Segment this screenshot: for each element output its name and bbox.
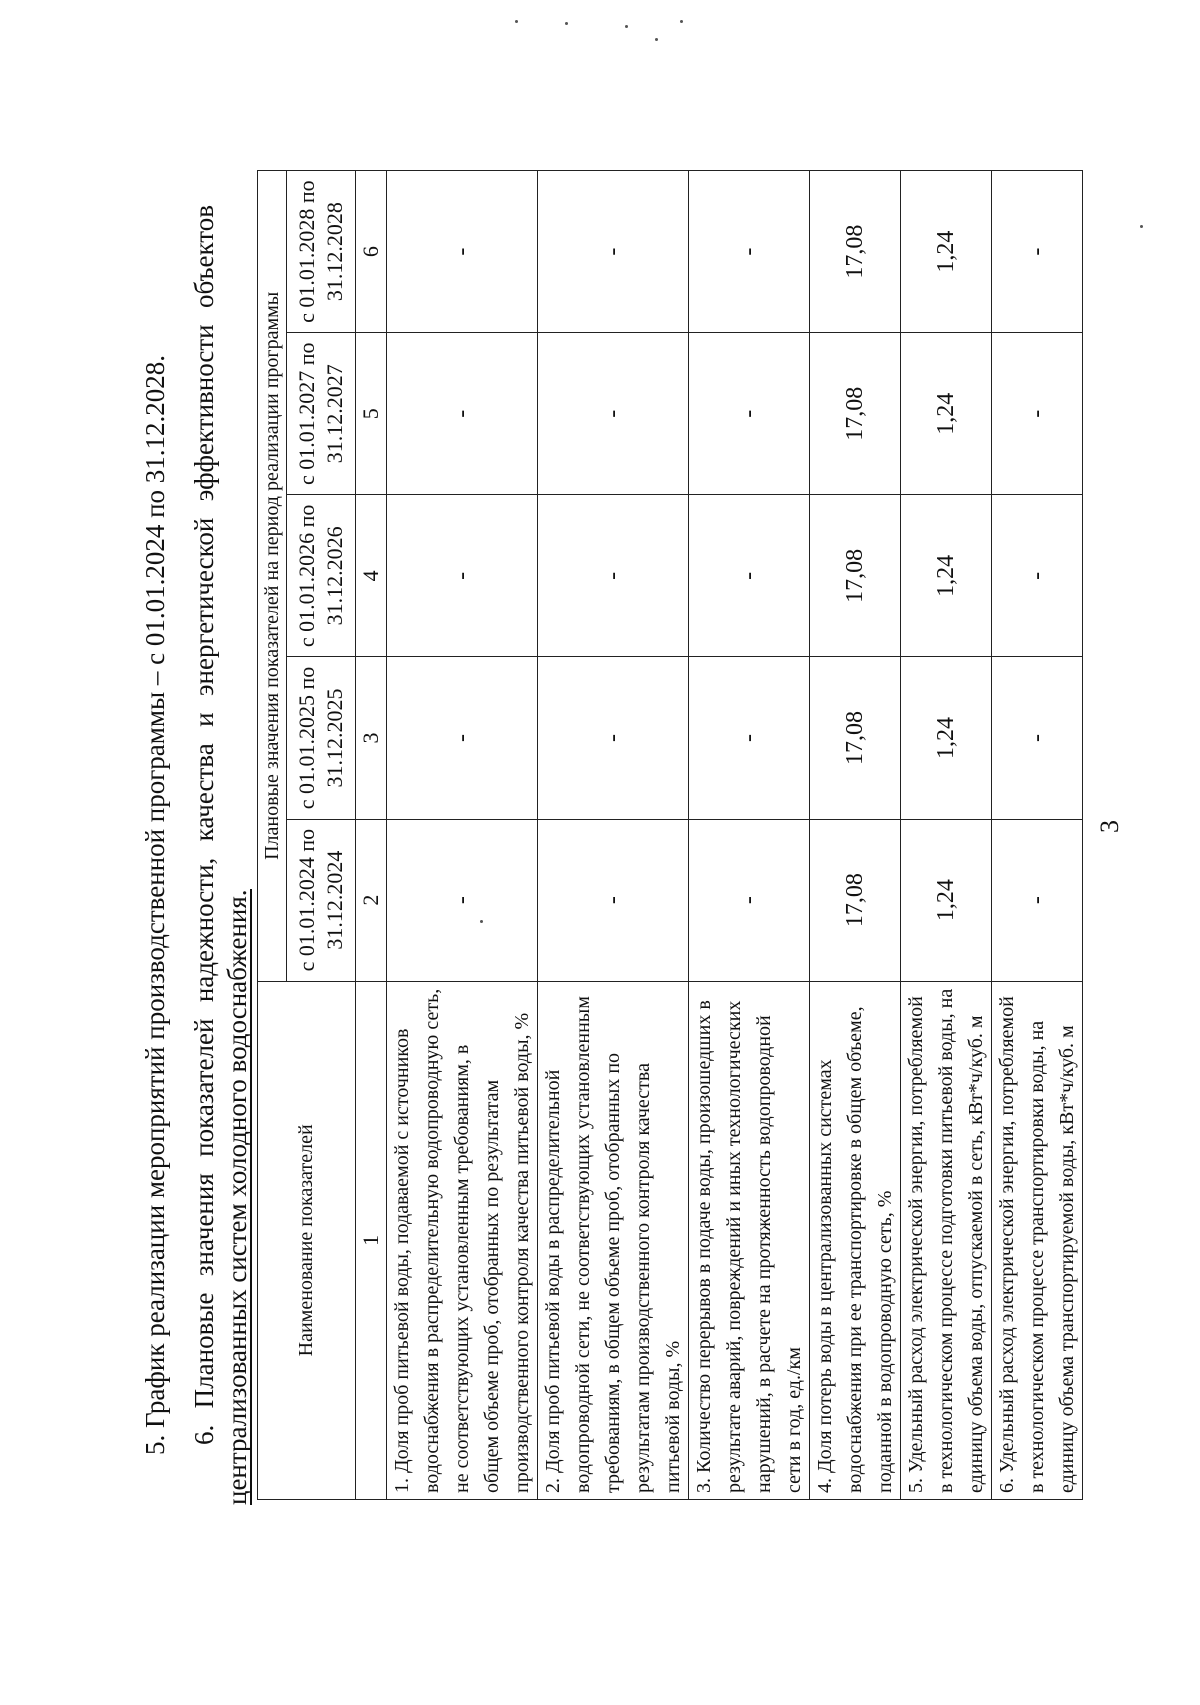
section-6-line-2: централизованных систем холодного водоснабжения. bbox=[222, 889, 252, 1505]
scan-speck bbox=[515, 20, 518, 23]
column-number: 3 bbox=[356, 657, 387, 819]
indicator-value: - bbox=[387, 657, 538, 819]
indicator-value: 17,08 bbox=[810, 171, 901, 333]
scan-speck bbox=[480, 920, 483, 923]
indicator-value: - bbox=[538, 495, 689, 657]
indicator-value: 17,08 bbox=[810, 333, 901, 495]
header-period: с 01.01.2028 по 31.12.2028 bbox=[287, 171, 356, 333]
indicator-value: - bbox=[387, 171, 538, 333]
header-period: с 01.01.2025 по 31.12.2025 bbox=[287, 657, 356, 819]
scan-speck bbox=[625, 25, 628, 28]
indicator-value: - bbox=[689, 333, 810, 495]
indicator-value: - bbox=[538, 819, 689, 981]
indicator-value: 17,08 bbox=[810, 495, 901, 657]
section-5-heading: 5. График реализации мероприятий производственной программы – с 01.01.2024 по 31.12.2028. bbox=[140, 354, 170, 1455]
header-period: с 01.01.2027 по 31.12.2027 bbox=[287, 333, 356, 495]
table-row bbox=[992, 171, 1083, 1500]
indicator-value: - bbox=[689, 819, 810, 981]
section-6-heading bbox=[188, 205, 254, 1505]
table-row bbox=[901, 171, 992, 1500]
column-number: 6 bbox=[356, 171, 387, 333]
table-row bbox=[387, 171, 538, 1500]
indicator-value: - bbox=[992, 819, 1083, 981]
indicator-value: 17,08 bbox=[810, 657, 901, 819]
indicator-value: - bbox=[387, 333, 538, 495]
indicator-value: - bbox=[387, 819, 538, 981]
scan-speck bbox=[655, 38, 658, 41]
indicator-value: - bbox=[689, 495, 810, 657]
table-row bbox=[810, 171, 901, 1500]
column-number: 1 bbox=[356, 981, 387, 1499]
indicator-value: - bbox=[992, 171, 1083, 333]
section-6-line-1: 6. Плановые значения показателей надежности, качества и энергетической эффективности объектов bbox=[189, 205, 219, 1445]
indicator-value: - bbox=[992, 495, 1083, 657]
indicator-value: - bbox=[538, 333, 689, 495]
indicator-value: - bbox=[992, 333, 1083, 495]
indicators-table bbox=[257, 170, 1083, 1500]
indicator-value: - bbox=[538, 657, 689, 819]
indicator-value: 1,24 bbox=[901, 495, 992, 657]
scan-speck bbox=[1140, 225, 1143, 228]
indicator-value: - bbox=[387, 495, 538, 657]
table-row bbox=[689, 171, 810, 1500]
header-period: с 01.01.2024 по 31.12.2024 bbox=[287, 819, 356, 981]
column-number-row bbox=[356, 171, 387, 1500]
indicator-value: 1,24 bbox=[901, 333, 992, 495]
indicator-value: - bbox=[689, 171, 810, 333]
indicator-name: 2. Доля проб питьевой воды в распределительной водопроводной сети, не соответствующих установленным требованиям, в общем объеме проб, отобранных по результатам производственного контроля качества питьевой воды, % bbox=[538, 981, 689, 1499]
header-planned-values: Плановые значения показателей на период реализации программы bbox=[258, 171, 287, 982]
indicator-value: 1,24 bbox=[901, 171, 992, 333]
column-number: 2 bbox=[356, 819, 387, 981]
indicator-name: 4. Доля потерь воды в централизованных системах водоснабжения при ее транспортировке в общем объеме, поданной в водопроводную сеть, % bbox=[810, 981, 901, 1499]
column-number: 5 bbox=[356, 333, 387, 495]
indicator-value: 1,24 bbox=[901, 819, 992, 981]
table-row bbox=[538, 171, 689, 1500]
scan-speck bbox=[680, 20, 683, 23]
indicator-name: 5. Удельный расход электрической энергии, потребляемой в технологическом процессе подготовки питьевой воды, на единицу объема воды, отпускаемой в сеть, кВт*ч/куб. м bbox=[901, 981, 992, 1499]
indicator-name: 3. Количество перерывов в подаче воды, произошедших в результате аварий, повреждений и иных технологических нарушений, в расчете на протяженность водопроводной сети в год, ед./км bbox=[689, 981, 810, 1499]
indicator-value: - bbox=[538, 171, 689, 333]
scan-speck bbox=[565, 22, 568, 25]
header-period: с 01.01.2026 по 31.12.2026 bbox=[287, 495, 356, 657]
indicator-name: 1. Доля проб питьевой воды, подаваемой с источников водоснабжения в распределительную водопроводную сеть, не соответствующих установленным требованиям, в общем объеме проб, отобранных по результатам производственного контроля качества питьевой воды, % bbox=[387, 981, 538, 1499]
indicator-name: 6. Удельный расход электрической энергии, потребляемой в технологическом процессе транспортировки воды, на единицу объема транспортируемой воды, кВт*ч/куб. м bbox=[992, 981, 1083, 1499]
indicator-value: 1,24 bbox=[901, 657, 992, 819]
header-indicator-name: Наименование показателей bbox=[258, 981, 356, 1499]
page-number: 3 bbox=[1095, 820, 1124, 833]
indicator-value: 17,08 bbox=[810, 819, 901, 981]
column-number: 4 bbox=[356, 495, 387, 657]
indicator-value: - bbox=[689, 657, 810, 819]
indicator-value: - bbox=[992, 657, 1083, 819]
